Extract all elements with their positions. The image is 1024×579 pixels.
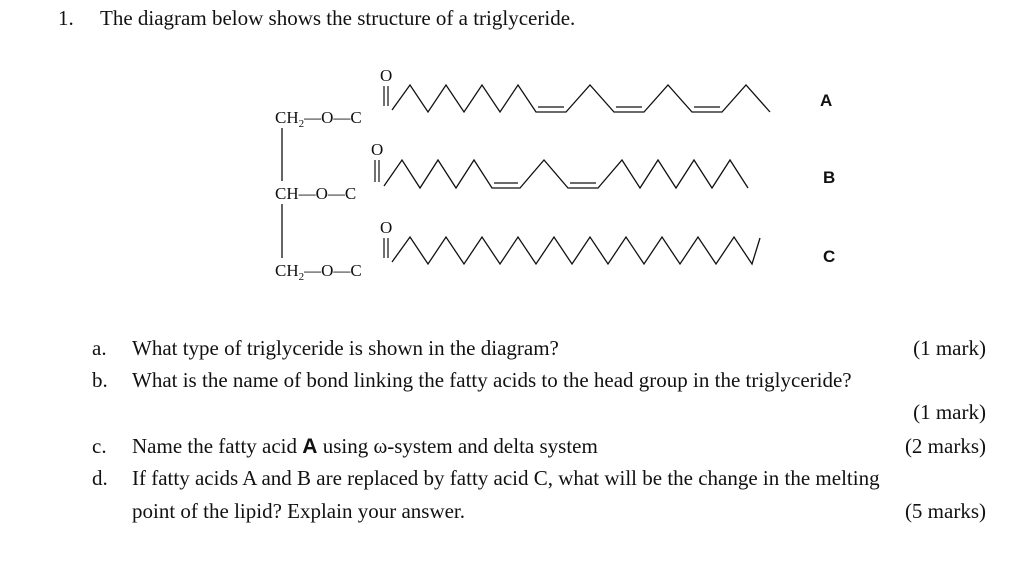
part-c-text-after: using ω-system and delta system (317, 434, 598, 458)
fatty-acid-chain-c (392, 237, 760, 264)
part-c-text (132, 434, 598, 459)
question-number: 1. (58, 6, 74, 30)
backbone-group-3: $CH_2—O—C$ (275, 261, 362, 283)
chain-label-b: B (823, 168, 836, 187)
carbonyl-oxygen-3: O (380, 218, 393, 237)
carbonyl-oxygen-2: O (371, 140, 384, 159)
part-c-letter: c. (92, 434, 107, 458)
part-a-marks: (1 mark) (913, 336, 986, 360)
part-d-text-line1: If fatty acids A and B are replaced by fatty acid C, what will be the change in the melting (132, 466, 880, 490)
fatty-acid-chain-a (392, 85, 770, 112)
part-b-text: What is the name of bond linking the fatty acids to the head group in the triglyceride? (132, 368, 852, 392)
part-b-letter: b. (92, 368, 108, 392)
part-c-text-before: Name the fatty acid (132, 434, 303, 458)
chain-label-c: C (823, 247, 836, 266)
part-d-marks: (5 marks) (904, 499, 986, 523)
part-c-fatty-acid-label: A (302, 435, 318, 458)
backbone-group-2: CH—O—C (275, 184, 357, 203)
part-d-text-line2: point of the lipid? Explain your answer. (132, 499, 466, 523)
part-b-marks: (1 mark) (913, 400, 986, 424)
part-d-letter: d. (92, 466, 108, 490)
part-a-text: What type of triglyceride is shown in the diagram? (132, 336, 559, 360)
carbonyl-oxygen-1: O (380, 66, 393, 85)
part-a-letter: a. (92, 336, 107, 360)
backbone-group-1: $CH_2—O—C$ (275, 108, 362, 130)
question-stem: The diagram below shows the structure of a triglyceride. (100, 6, 576, 30)
fatty-acid-chain-b (384, 160, 748, 188)
chain-label-a: A (820, 91, 833, 110)
part-c-marks: (2 marks) (904, 434, 986, 458)
